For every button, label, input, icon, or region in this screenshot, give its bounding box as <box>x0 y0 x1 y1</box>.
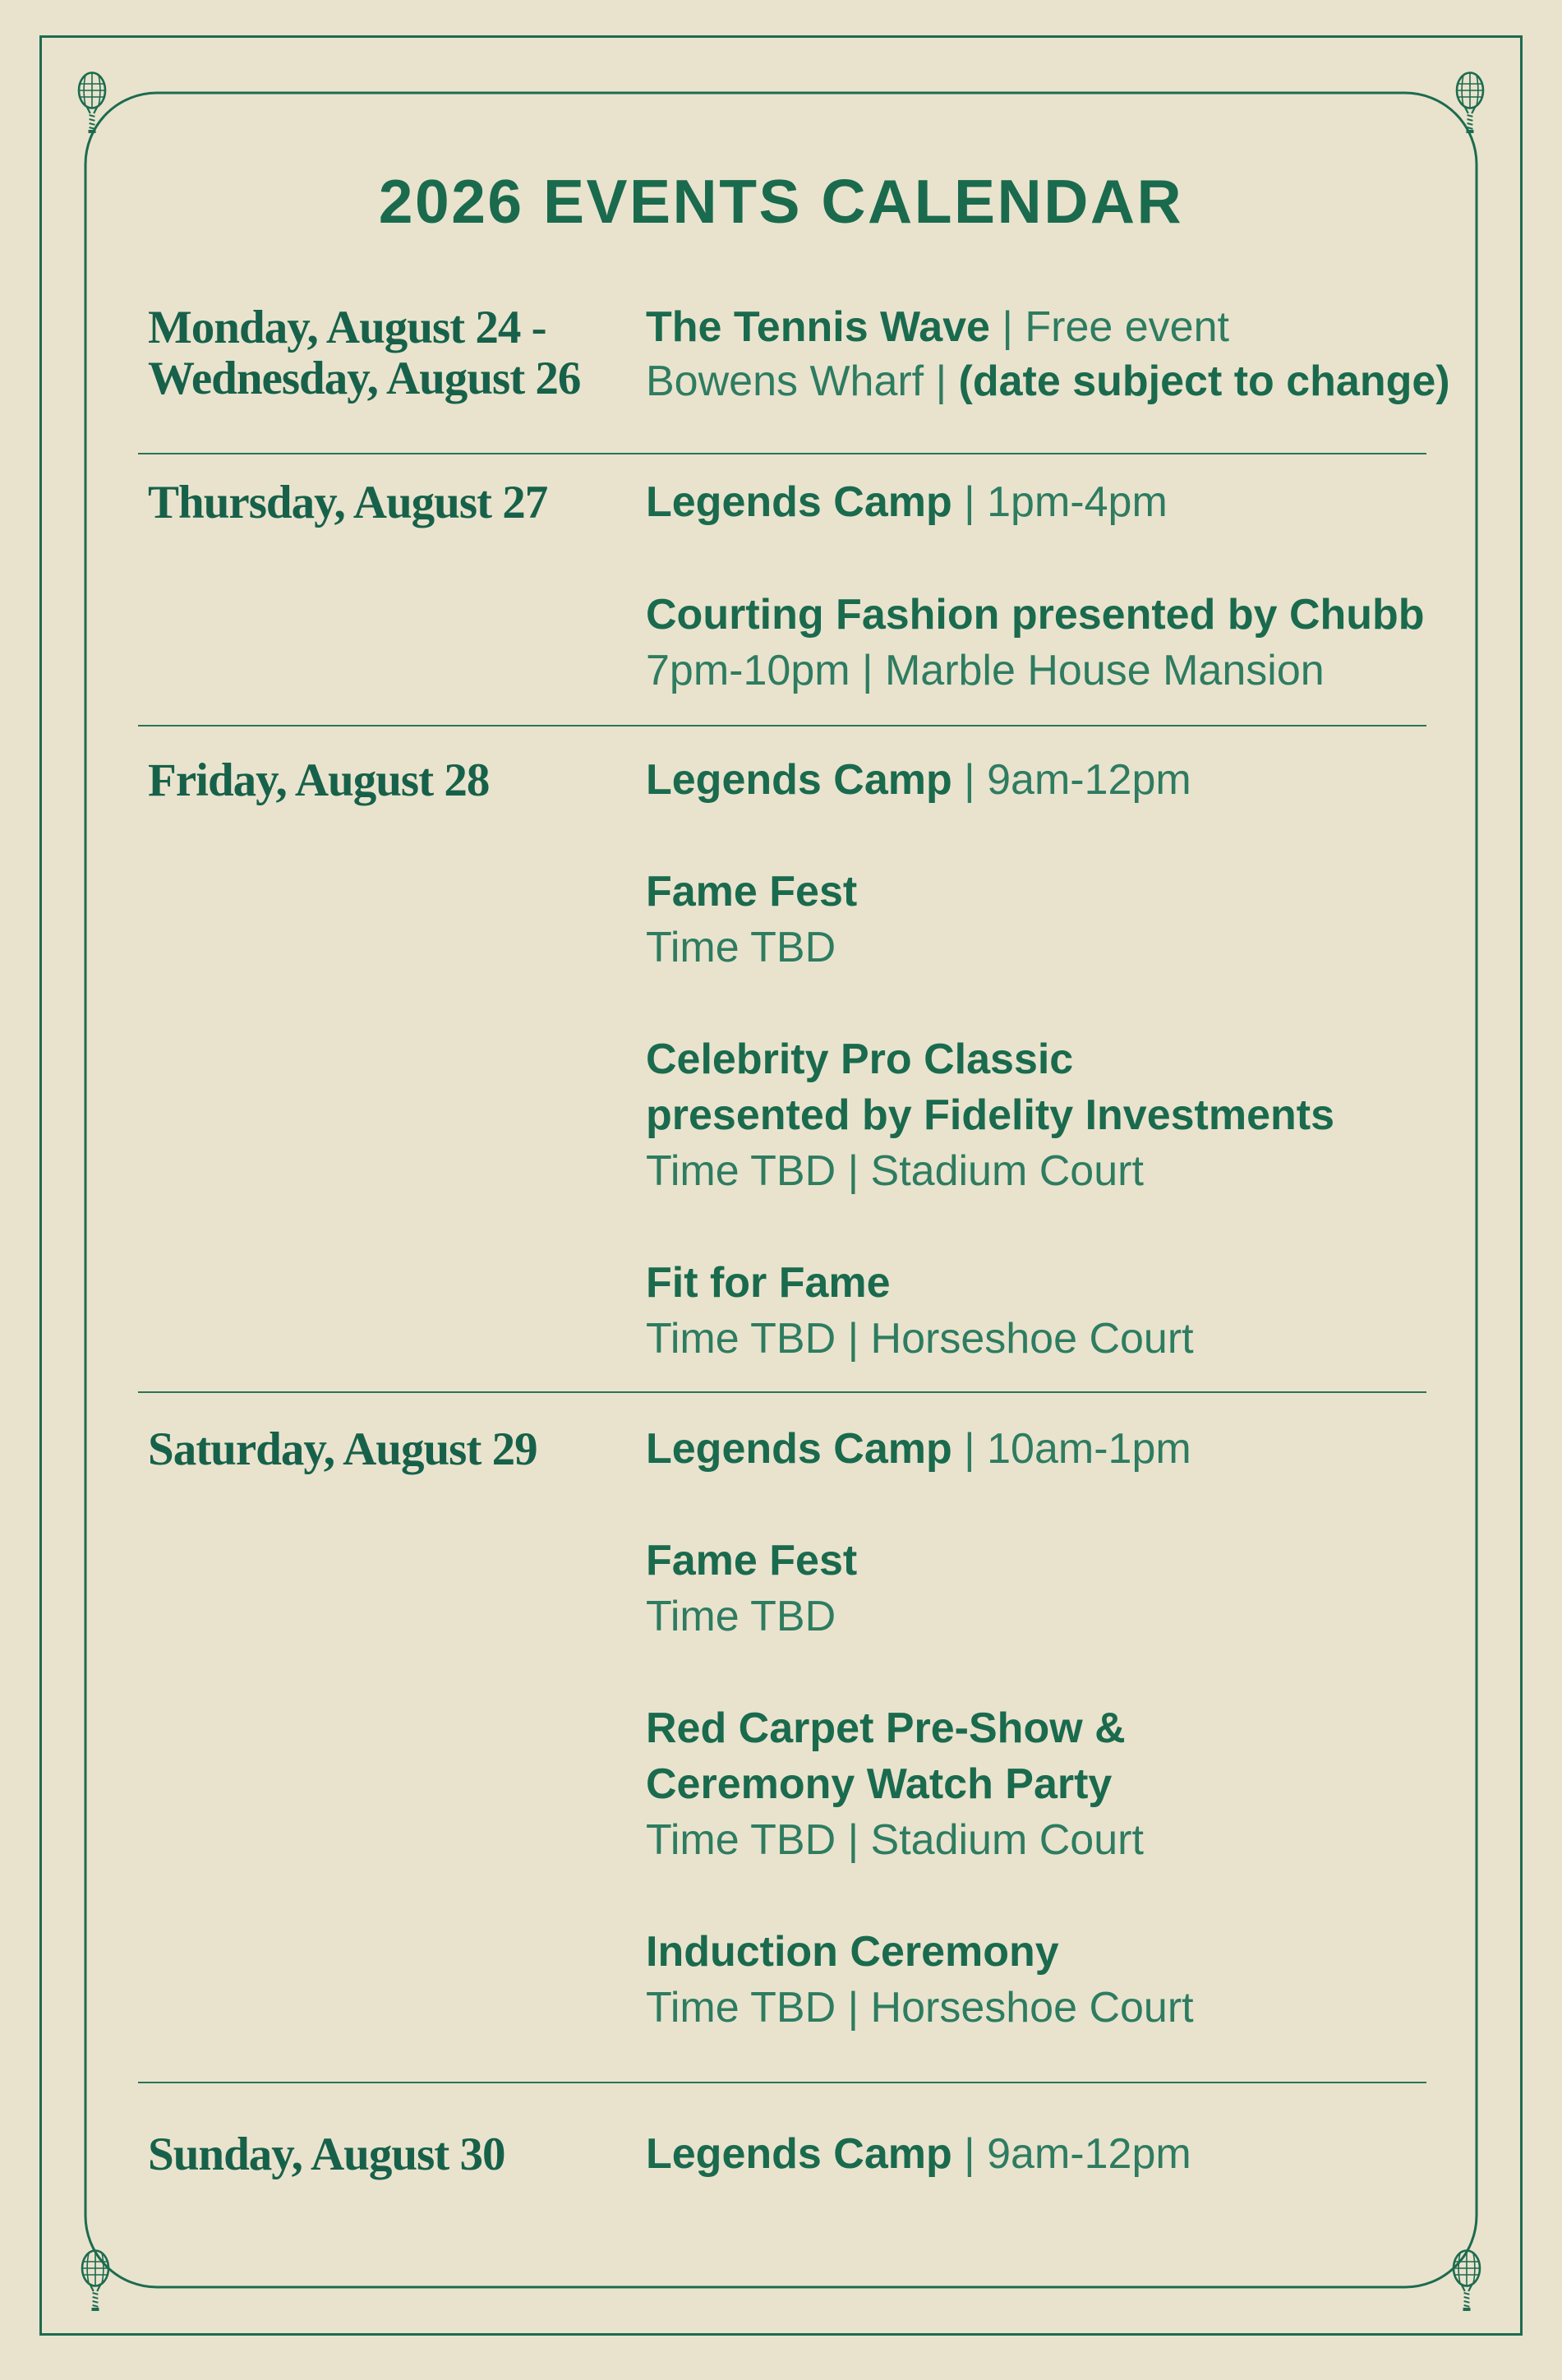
event-text-line <box>646 591 1425 639</box>
event-text-line <box>646 1091 1335 1139</box>
tennis-racket-icon <box>79 73 105 132</box>
event-date-line: Monday, August 24 - <box>148 302 546 353</box>
event-text-line <box>646 649 1325 692</box>
event-text-line <box>646 1035 1074 1083</box>
event-meta: Time TBD | Horseshoe Court <box>646 1315 1194 1363</box>
event-meta: Bowens Wharf | <box>646 357 959 405</box>
event-text-line <box>646 1539 857 1582</box>
event-date-line: Friday, August 28 <box>148 754 490 806</box>
event-date-line: Wednesday, August 26 <box>148 353 581 404</box>
event-text-line <box>646 926 836 969</box>
event-meta: 7pm-10pm | Marble House Mansion <box>646 647 1325 694</box>
section-divider <box>138 1391 1426 1393</box>
tennis-racket-icon <box>82 2251 108 2310</box>
event-text-line <box>646 1928 1059 1976</box>
event-text-line <box>646 478 1168 526</box>
event-text-line <box>646 1760 1113 1808</box>
event-meta: | 10am-1pm <box>951 1425 1191 1473</box>
event-meta: | 9am-12pm <box>951 756 1191 804</box>
event-text-line <box>646 1984 1194 2032</box>
event-name: presented by Fidelity Investments <box>646 1091 1335 1139</box>
event-meta: Time TBD | Stadium Court <box>646 1816 1144 1864</box>
event-name: Legends Camp <box>646 478 952 526</box>
event-text-line <box>646 357 1450 405</box>
event-text-line <box>646 1704 1126 1752</box>
event-name: (date subject to change) <box>958 357 1450 405</box>
section-divider <box>138 2082 1426 2083</box>
event-name: Induction Ceremony <box>646 1928 1059 1976</box>
event-name: Legends Camp <box>646 756 952 804</box>
event-name: Fame Fest <box>646 1537 858 1584</box>
event-name: Celebrity Pro Classic <box>646 1035 1074 1083</box>
event-name: Courting Fashion presented by Chubb <box>646 591 1425 639</box>
event-name: Fit for Fame <box>646 1259 891 1307</box>
event-text-line <box>646 1259 891 1307</box>
event-text-line <box>646 868 858 916</box>
event-text-line <box>646 1816 1144 1864</box>
tennis-racket-icon <box>1454 2251 1480 2310</box>
event-name: The Tennis Wave <box>646 303 990 351</box>
event-meta: Time TBD <box>646 1593 836 1640</box>
event-text-line <box>646 756 1191 804</box>
event-date-line: Saturday, August 29 <box>148 1423 537 1475</box>
event-name: Ceremony Watch Party <box>646 1760 1113 1808</box>
event-meta: Time TBD | Stadium Court <box>646 1147 1144 1195</box>
event-name: Legends Camp <box>646 1425 952 1473</box>
event-text-line <box>646 303 1229 351</box>
section-divider <box>138 725 1426 726</box>
section-divider <box>138 453 1426 454</box>
event-meta: Time TBD | Horseshoe Court <box>646 1984 1194 2032</box>
event-meta: Time TBD <box>646 924 836 971</box>
event-meta: | 1pm-4pm <box>951 478 1168 526</box>
event-date-line: Thursday, August 27 <box>148 477 548 528</box>
event-date-line: Sunday, August 30 <box>148 2129 505 2180</box>
event-text-line <box>646 1315 1194 1363</box>
tennis-racket-icon <box>1457 73 1483 132</box>
event-text-line <box>646 1425 1191 1473</box>
event-meta: | Free event <box>989 303 1229 351</box>
event-name: Fame Fest <box>646 868 858 916</box>
event-name: Legends Camp <box>646 2130 952 2178</box>
event-text-line <box>646 1595 836 1638</box>
page-title: 2026 EVENTS CALENDAR <box>378 167 1184 236</box>
event-text-line <box>646 1147 1144 1195</box>
event-meta: | 9am-12pm <box>951 2130 1191 2178</box>
event-name: Red Carpet Pre-Show & <box>646 1704 1126 1752</box>
event-text-line <box>646 2130 1191 2178</box>
